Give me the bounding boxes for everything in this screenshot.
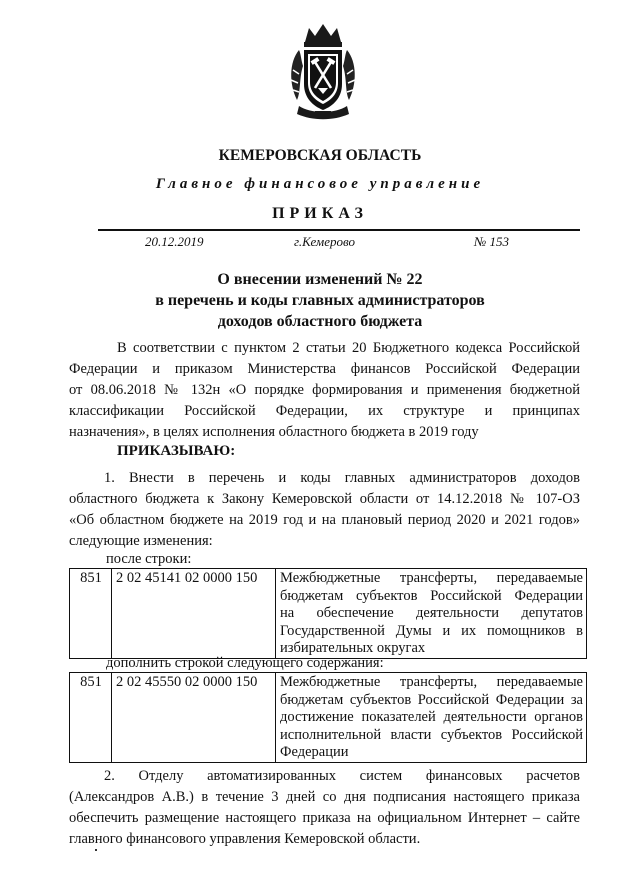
admin-code-cell: 851: [70, 569, 112, 659]
paragraph-line: областного бюджета к Закону Кемеровской области от 14.12.2018 № 107-ОЗ: [69, 491, 580, 507]
income-code-cell: 2 02 45550 02 0000 150: [112, 673, 276, 763]
stray-mark: [95, 849, 97, 851]
paragraph-line: 1. Внести в перечень и коды главных администраторов доходов: [104, 470, 580, 486]
paragraph-line: классификации Российской Федерации, их структуре и принципах: [69, 403, 580, 419]
item-2-paragraph: [69, 766, 580, 850]
order-date: 20.12.2019: [145, 234, 204, 249]
cell-line: Государственной Думы и их помощников в: [280, 622, 583, 639]
item-1-paragraph: [69, 468, 580, 552]
paragraph-line: В соответствии с пунктом 2 статьи 20 Бюджетного кодекса Российской: [117, 340, 580, 356]
paragraph-line: обеспечить размещение настоящего приказа на официальном Интернет – сайте: [69, 810, 580, 826]
order-word: ПРИКАЗЫВАЮ:: [117, 443, 236, 459]
cell-line: бюджетам субъектов Российской Федерации: [280, 587, 583, 604]
cell-line: достижение показателей деятельности органов: [280, 709, 583, 725]
income-name-cell: [276, 569, 587, 659]
region-heading: КЕМЕРОВСКАЯ ОБЛАСТЬ: [218, 147, 422, 164]
order-title: [0, 269, 640, 332]
paragraph-line: 2. Отделу автоматизированных систем финансовых расчетов: [104, 768, 580, 784]
paragraph-line: главного финансового управления Кемеровской области.: [69, 831, 421, 847]
cell-line: бюджетам субъектов Российской Федерации за: [280, 691, 583, 708]
paragraph-line: (Александров А.В.) в течение 3 дней со дня подписания настоящего приказа: [69, 789, 580, 805]
existing-row-table: [69, 568, 587, 659]
header-divider: [98, 229, 580, 231]
cell-line: избирательных округах: [280, 640, 426, 656]
paragraph-line: следующие изменения:: [69, 533, 213, 549]
admin-code-cell: 851: [70, 673, 112, 763]
title-line: в перечень и коды главных администраторов: [155, 292, 485, 309]
after-line-label: после строки:: [106, 551, 192, 567]
paragraph-line: от 08.06.2018 № 132н «О порядке формирования и применения бюджетной: [69, 382, 580, 398]
new-row-table: [69, 672, 587, 763]
table-row: [70, 569, 587, 659]
cell-line: исполнительной власти субъектов Российской: [280, 726, 583, 743]
paragraph-line: назначения», в целях исполнения областного бюджета в 2019 году: [69, 424, 479, 440]
title-line: доходов областного бюджета: [217, 313, 423, 330]
cell-line: Межбюджетные трансферты, передаваемые: [280, 674, 583, 690]
order-number: № 153: [474, 234, 510, 249]
cell-line: на обеспечение деятельности депутатов: [280, 605, 583, 621]
cell-line: Федерации: [280, 744, 349, 760]
income-code-cell: 2 02 45141 02 0000 150: [112, 569, 276, 659]
paragraph-line: «Об областном бюджете на 2019 год и на плановый период 2020 и 2021 годов»: [69, 512, 580, 528]
add-line-label: дополнить строкой следующего содержания:: [106, 655, 384, 671]
document-type-heading: ПРИКАЗ: [272, 205, 368, 222]
order-city: г.Кемерово: [294, 234, 355, 249]
title-line: О внесении изменений № 22: [217, 271, 423, 288]
table-row: [70, 673, 587, 763]
paragraph-line: Федерации и приказом Министерства финансов Российской Федерации: [69, 361, 580, 377]
department-heading: Главное финансовое управление: [155, 176, 485, 192]
cell-line: Межбюджетные трансферты, передаваемые: [280, 570, 583, 586]
preamble-paragraph: [69, 338, 580, 443]
coat-of-arms-emblem: [285, 22, 361, 122]
income-name-cell: [276, 673, 587, 763]
